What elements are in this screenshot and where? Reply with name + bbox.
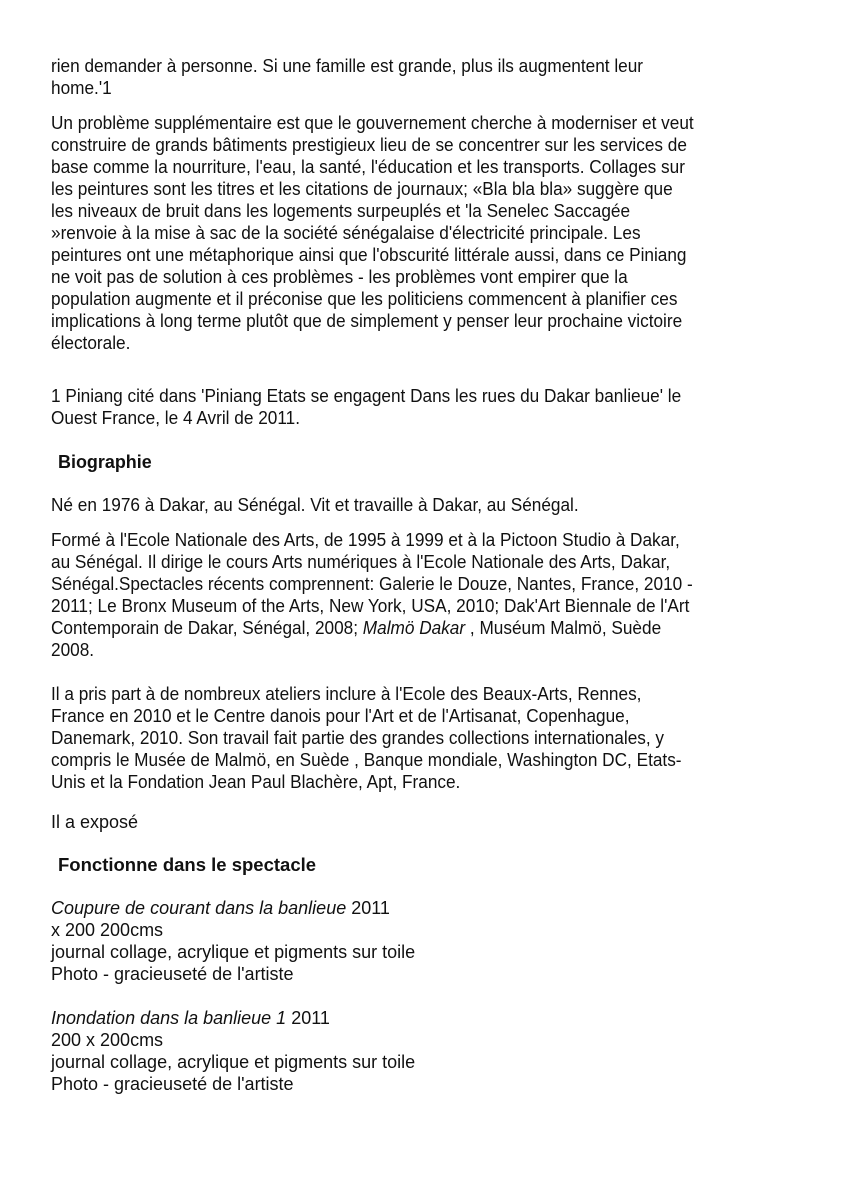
- text-segment: Contemporain de Dakar, Sénégal, 2008;: [51, 617, 363, 638]
- text-line: Formé à l'Ecole Nationale des Arts, de 1995 à 1999 et à la Pictoon Studio à Dakar,: [51, 529, 680, 550]
- text-line: 2011; Le Bronx Museum of the Arts, New York, USA, 2010; Dak'Art Biennale de l'Art: [51, 595, 690, 616]
- work-year: 2011: [286, 1008, 330, 1028]
- text-line: Il a exposé: [51, 812, 139, 832]
- text-line: Né en 1976 à Dakar, au Sénégal. Vit et travaille à Dakar, au Sénégal.: [51, 494, 579, 515]
- text-line: construire de grands bâtiments prestigieux lieu de se concentrer sur les services de: [51, 134, 687, 155]
- text-line: base comme la nourriture, l'eau, la santé, l'éducation et les transports. Collages sur: [51, 156, 685, 177]
- work-year: 2011: [346, 898, 390, 918]
- exhibited-paragraph: [51, 811, 831, 833]
- text-line: France en 2010 et le Centre danois pour l'Art et de l'Artisanat, Copenhague,: [51, 705, 630, 726]
- text-line: Ouest France, le 4 Avril de 2011.: [51, 407, 300, 428]
- text-line: [51, 617, 776, 639]
- training-paragraph: [51, 529, 831, 661]
- footnote: [51, 385, 831, 429]
- work-medium: journal collage, acrylique et pigments sur toile: [51, 942, 416, 962]
- text-line: Unis et la Fondation Jean Paul Blachère, Apt, France.: [51, 771, 461, 792]
- work-title: Coupure de courant dans la banlieue: [51, 898, 347, 918]
- text-line: ne voit pas de solution à ces problèmes - les problèmes vont empirer que la: [51, 266, 628, 287]
- text-line: au Sénégal. Il dirige le cours Arts numériques à l'Ecole Nationale des Arts, Dakar,: [51, 551, 671, 572]
- born-paragraph: [51, 494, 831, 516]
- text-line: »renvoie à la mise à sac de la société sénégalaise d'électricité principale. Les: [51, 222, 641, 243]
- text-line: rien demander à personne. Si une famille est grande, plus ils augmentent leur: [51, 55, 644, 76]
- work-dimensions: x 200 200cms: [51, 920, 164, 940]
- works-heading: Fonctionne dans le spectacle: [58, 854, 317, 875]
- workshops-paragraph: [51, 683, 831, 793]
- text-line: les peintures sont les titres et les citations de journaux; «Bla bla bla» suggère que: [51, 178, 673, 199]
- text-line: 1 Piniang cité dans 'Piniang Etats se engagent Dans les rues du Dakar banlieue' le: [51, 385, 682, 406]
- text-line: peintures ont une métaphorique ainsi que l'obscurité littérale aussi, dans ce Piniang: [51, 244, 687, 265]
- exhibition-title: Malmö Dakar: [362, 617, 466, 638]
- text-line: implications à long terme plutôt que de simplement y penser leur prochaine victoire: [51, 310, 683, 331]
- text-line: 2008.: [51, 639, 95, 660]
- work-title-line: [51, 897, 831, 919]
- work-dimensions: 200 x 200cms: [51, 1030, 164, 1050]
- problem-paragraph: [51, 112, 831, 354]
- work-entry: [51, 1007, 831, 1095]
- text-line: les niveaux de bruit dans les logements surpeuplés et 'la Senelec Saccagée: [51, 200, 631, 221]
- text-line: home.'1: [51, 77, 112, 98]
- biography-heading: Biographie: [58, 451, 152, 472]
- work-credit: Photo - gracieuseté de l'artiste: [51, 1074, 294, 1094]
- work-credit: Photo - gracieuseté de l'artiste: [51, 964, 294, 984]
- text-line: électorale.: [51, 332, 131, 353]
- text-line: Sénégal.Spectacles récents comprennent: Galerie le Douze, Nantes, France, 2010 -: [51, 573, 693, 594]
- work-entry: [51, 897, 831, 985]
- work-title: Inondation dans la banlieue 1: [51, 1008, 287, 1028]
- intro-paragraph-end: [51, 55, 831, 99]
- work-medium: journal collage, acrylique et pigments sur toile: [51, 1052, 416, 1072]
- text-line: Danemark, 2010. Son travail fait partie des grandes collections internationales, y: [51, 727, 665, 748]
- text-line: population augmente et il préconise que les politiciens commencent à planifier ces: [51, 288, 678, 309]
- text-line: Il a pris part à de nombreux ateliers inclure à l'Ecole des Beaux-Arts, Rennes,: [51, 683, 642, 704]
- work-title-line: [51, 1007, 831, 1029]
- text-line: compris le Musée de Malmö, en Suède , Banque mondiale, Washington DC, Etats-: [51, 749, 682, 770]
- text-segment: , Muséum Malmö, Suède: [465, 617, 662, 638]
- text-line: Un problème supplémentaire est que le gouvernement cherche à moderniser et veut: [51, 112, 694, 133]
